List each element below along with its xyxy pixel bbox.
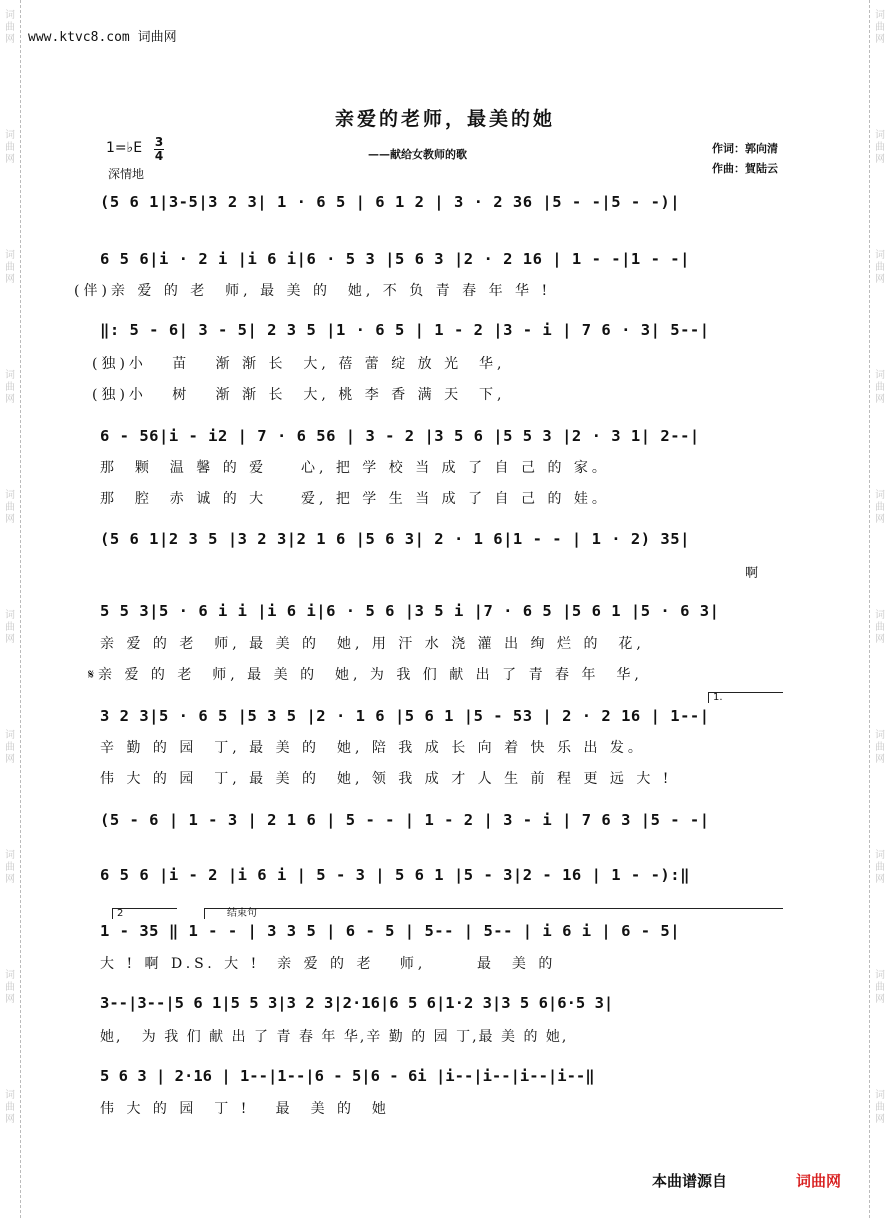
lyric-line: (独)小 树 渐 渐 长 大, 桃 李 香 满 天 下, xyxy=(92,387,506,403)
notation-line-6: 5 5 3|5 · 6 i i |i 6 i|6 · 5 6 |3 5 i |7 · 6 5 |5 6 1 |5 · 6 3| xyxy=(100,602,720,620)
watermark-text: 词曲网 xyxy=(5,250,15,285)
subtitle: ——献给女教师的歌 xyxy=(368,148,467,161)
notation-line-11: 3--|3--|5 6 1|5 5 3|3 2 3|2·16|6 5 6|1·2 3|3 5 6|6·5 3| xyxy=(100,994,614,1012)
lyric-line: 大 ! 啊 D.S. 大 ! 亲 爱 的 老 师, 最 美 的 xyxy=(100,956,557,972)
watermark-text: 词曲网 xyxy=(5,1090,15,1125)
watermark-text: 词曲网 xyxy=(5,130,15,165)
notation-line-10: 1 - 35 ‖ 1 - - | 3 3 5 | 6 - 5 | 5-- | 5-- | i 6 i | 6 - 5| xyxy=(100,922,681,940)
composer-credit: 作曲：賀陆云 xyxy=(712,162,778,175)
time-signature-top: 3 xyxy=(154,135,164,149)
footer-brand-link[interactable]: 词曲网 xyxy=(796,1172,842,1190)
watermark-text: 词曲网 xyxy=(875,610,885,645)
site-url[interactable]: www.ktvc8.com 词曲网 xyxy=(28,30,177,45)
volta-first-ending: 1. xyxy=(708,692,783,703)
lyric-line: (独)小 苗 渐 渐 长 大, 蓓 蕾 绽 放 光 华, xyxy=(92,356,506,372)
watermark-text: 词曲网 xyxy=(875,1090,885,1125)
notation-line-4: 6 - 56|i - i2 | 7 · 6 56 | 3 - 2 |3 5 6 |5 5 3 |2 · 3 1| 2--| xyxy=(100,427,700,445)
key-signature: 1=♭E xyxy=(106,140,143,156)
lyric-line: 伟 大 的 园 丁 ! 最 美 的 她 xyxy=(100,1101,390,1117)
ending-section-marker xyxy=(204,908,783,919)
notation-line-9: 6 5 6 |i - 2 |i 6 i | 5 - 3 | 5 6 1 |5 - 3|2 - 16 | 1 - -):‖ xyxy=(100,866,690,884)
watermark-text: 词曲网 xyxy=(875,490,885,525)
lyric-line: 那 腔 赤 诚 的 大 爱, 把 学 生 当 成 了 自 己 的 娃。 xyxy=(100,491,610,507)
watermark-text: 词曲网 xyxy=(875,970,885,1005)
notation-line-5: (5 6 1|2 3 5 |3 2 3|2 1 6 |5 6 3| 2 · 1 6|1 - - | 1 · 2) 35| xyxy=(100,530,690,548)
lyric-line: (伴)亲 爱 的 老 师, 最 美 的 她, 不 负 青 春 年 华 ! xyxy=(74,283,552,299)
volta-second-ending: 2 xyxy=(112,908,177,919)
lyric-line: 她, 为 我 们 献 出 了 青 春 年 华,辛 勤 的 园 丁,最 美 的 她, xyxy=(100,1029,569,1045)
time-signature-bottom: 4 xyxy=(154,149,164,163)
watermark-text: 词曲网 xyxy=(5,730,15,765)
watermark-text: 词曲网 xyxy=(5,490,15,525)
ending-label: 结束句 xyxy=(227,908,257,919)
watermark-text: 词曲网 xyxy=(5,850,15,885)
watermark-text: 词曲网 xyxy=(5,370,15,405)
lyricist-credit: 作词：郭向清 xyxy=(712,142,778,155)
tempo-marking: 深情地 xyxy=(108,167,145,181)
lyric-line: 伟 大 的 园 丁, 最 美 的 她, 领 我 成 才 人 生 前 程 更 远 大 ! xyxy=(100,771,673,787)
notation-line-12: 5 6 3 | 2·16 | 1--|1--|6 - 5|6 - 6i |i--|i--|i--|i--‖ xyxy=(100,1067,595,1085)
notation-line-8: (5 - 6 | 1 - 3 | 2 1 6 | 5 - - | 1 - 2 | 3 - i | 7 6 3 |5 - -| xyxy=(100,811,710,829)
lyric-line: 那 颗 温 馨 的 爱 心, 把 学 校 当 成 了 自 己 的 家。 xyxy=(100,460,610,476)
song-title: 亲爱的老师，最美的她 xyxy=(334,108,555,130)
watermark-text: 词曲网 xyxy=(875,10,885,45)
lyric-line: 亲 爱 的 老 师, 最 美 的 她, 用 汗 水 浇 灌 出 绚 烂 的 花, xyxy=(100,636,645,652)
notation-line-7: 3 2 3|5 · 6 5 |5 3 5 |2 · 1 6 |5 6 1 |5 - 53 | 2 · 2 16 | 1--| xyxy=(100,707,710,725)
footer-source-label: 本曲谱源自 xyxy=(652,1172,728,1190)
watermark-text: 词曲网 xyxy=(875,250,885,285)
time-signature xyxy=(154,136,164,162)
notation-line-3: ‖: 5 - 6| 3 - 5| 2 3 5 |1 · 6 5 | 1 - 2 |3 - i | 7 6 · 3| 5--| xyxy=(100,321,710,339)
notation-line-2: 6 5 6|i · 2 i |i 6 i|6 · 5 3 |5 6 3 |2 · 2 16 | 1 - -|1 - -| xyxy=(100,250,690,268)
lyric-line: 𝄋亲 爱 的 老 师, 最 美 的 她, 为 我 们 献 出 了 青 春 年 华, xyxy=(88,667,643,683)
watermark-text: 词曲网 xyxy=(875,850,885,885)
watermark-text: 词曲网 xyxy=(5,970,15,1005)
notation-line-1: (5 6 1|3-5|3 2 3| 1 · 6 5 | 6 1 2 | 3 · 2 36 |5 - -|5 - -)| xyxy=(100,193,681,211)
lyric-ah: 啊 xyxy=(745,566,763,581)
watermark-text: 词曲网 xyxy=(875,730,885,765)
left-watermark-strip xyxy=(0,0,21,1218)
watermark-text: 词曲网 xyxy=(875,130,885,165)
watermark-text: 词曲网 xyxy=(875,370,885,405)
watermark-text: 词曲网 xyxy=(5,10,15,45)
right-watermark-strip xyxy=(869,0,890,1218)
lyric-line: 辛 勤 的 园 丁, 最 美 的 她, 陪 我 成 长 向 着 快 乐 出 发。 xyxy=(100,740,646,756)
watermark-text: 词曲网 xyxy=(5,610,15,645)
